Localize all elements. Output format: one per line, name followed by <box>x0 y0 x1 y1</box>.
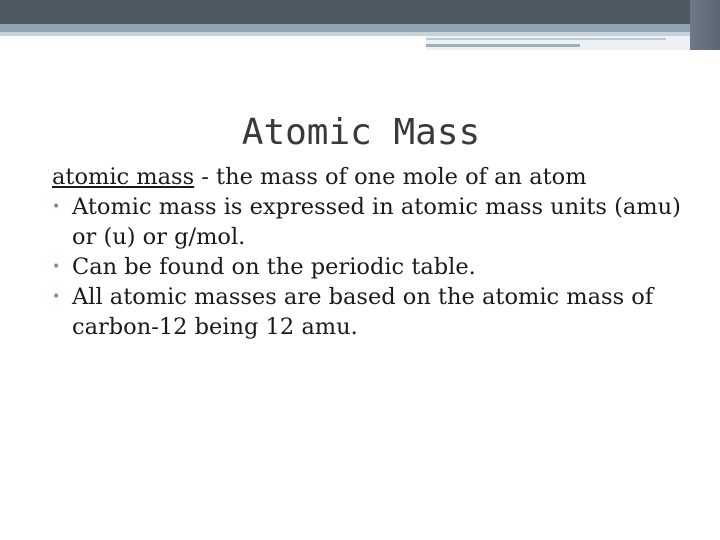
bullet-text: Can be found on the periodic table. <box>72 254 476 280</box>
bullet-item <box>52 192 692 252</box>
bullet-icon: • <box>52 259 61 275</box>
bullet-item <box>52 252 692 282</box>
accent-stripe <box>0 24 690 32</box>
accent-line-short <box>426 44 580 47</box>
bullet-icon: • <box>52 199 61 215</box>
bullet-text: Atomic mass is expressed in atomic mass units (amu) or (u) or g/mol. <box>72 194 681 250</box>
defined-term: atomic mass <box>52 164 195 190</box>
header-band <box>0 0 720 24</box>
definition-text: - the mass of one mole of an atom <box>194 164 587 190</box>
slide-title <box>0 112 720 153</box>
header-corner-block <box>690 0 720 50</box>
slide-body <box>52 162 692 342</box>
slide-title-text: Atomic Mass <box>241 112 481 153</box>
bullet-item <box>52 282 692 342</box>
definition-line <box>52 162 692 192</box>
accent-line <box>426 38 666 40</box>
bullet-list <box>52 192 692 342</box>
bullet-icon: • <box>52 289 61 305</box>
bullet-text: All atomic masses are based on the atomic mass of carbon-12 being 12 amu. <box>72 284 654 340</box>
